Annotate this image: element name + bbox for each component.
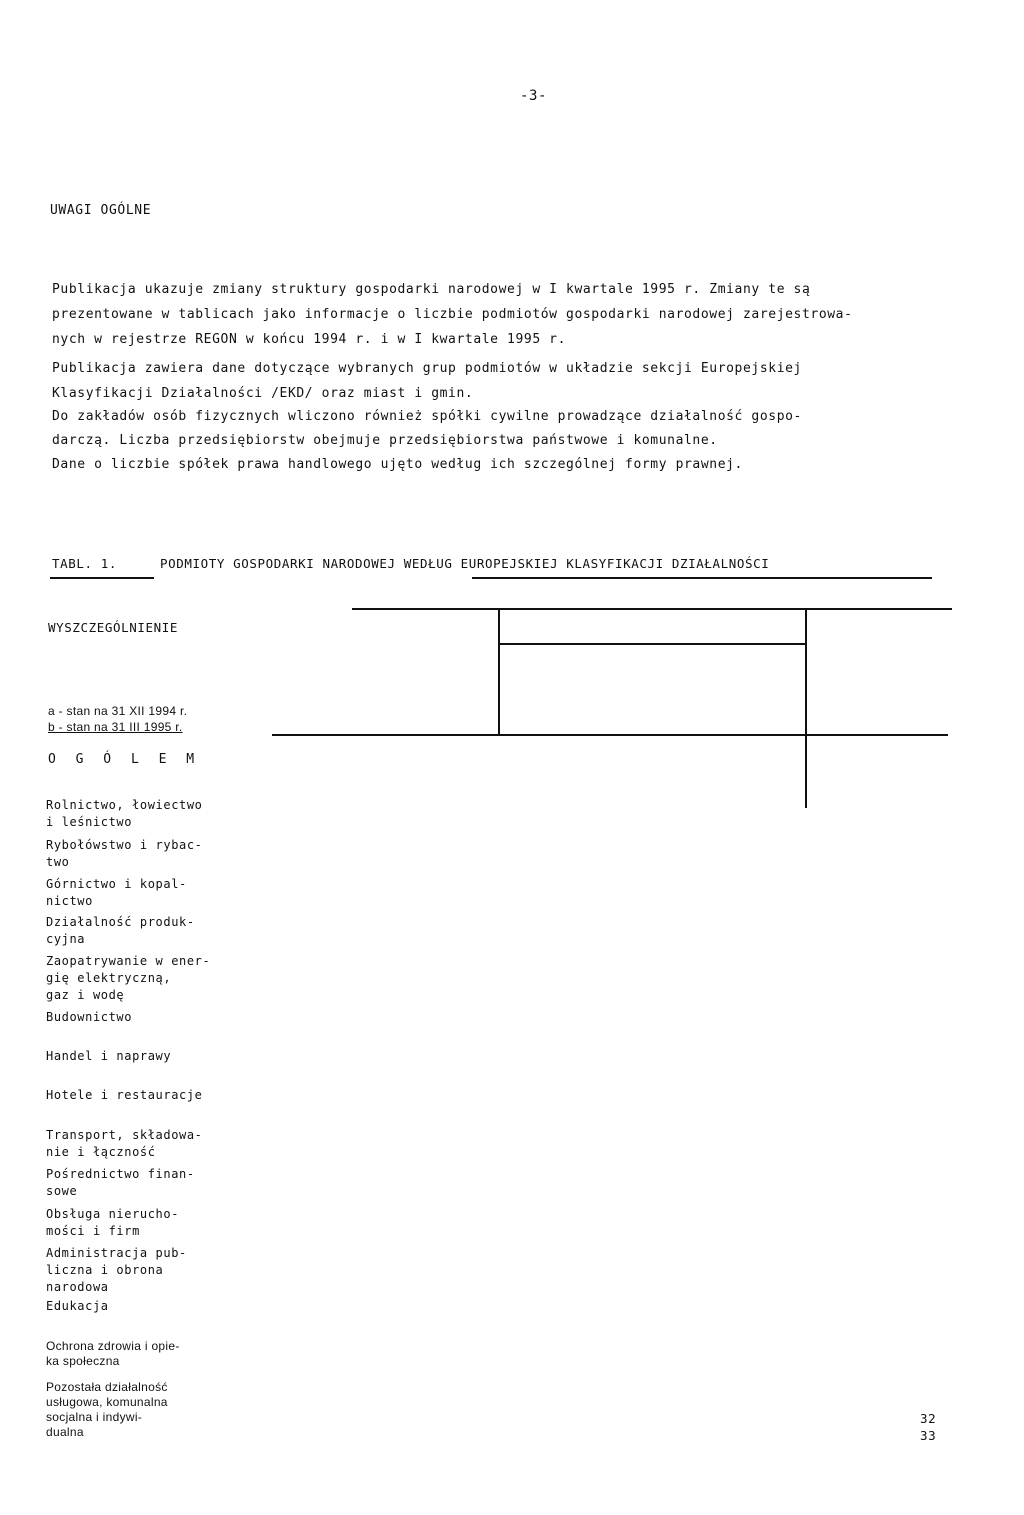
row-label-dzialalnosc-produkcyjna: Działalność produk- cyjna	[46, 915, 195, 946]
title-underline-left	[50, 577, 154, 579]
row-label-pozostala-dzialalnosc: Pozostała działalność usługowa, komunalna socjalna i indywi- dualna	[46, 1380, 168, 1439]
column-divider-right	[805, 608, 807, 808]
intro-line-5: Klasyfikacji Działalności /EKD/ oraz miast i gmin.	[52, 386, 474, 401]
intro-line-3: nych w rejestrze REGON w końcu 1994 r. i w I kwartale 1995 r.	[52, 332, 567, 347]
legend-a: a - stan na 31 XII 1994 r.	[48, 704, 188, 718]
row-label-ochrona-zdrowia: Ochrona zdrowia i opie- ka społeczna	[46, 1339, 180, 1368]
row-label-hotele: Hotele i restauracje	[46, 1088, 203, 1102]
row-label-administracja: Administracja pub- liczna i obrona narodowa	[46, 1246, 187, 1294]
table-number: TABL. 1.	[52, 556, 118, 571]
header-bottom-rule	[272, 734, 948, 736]
row-label-rybolowstwo: Rybołówstwo i rybac- two	[46, 838, 203, 869]
intro-line-8: Dane o liczbie spółek prawa handlowego ujęto według ich szczególnej formy prawnej.	[52, 457, 743, 472]
page-number: -3-	[520, 88, 548, 104]
row-label-edukacja: Edukacja	[46, 1299, 109, 1313]
row-label-obsluga-nieruchomosci: Obsługa nierucho- mości i firm	[46, 1207, 180, 1238]
header-mid-rule	[499, 643, 805, 645]
row-label-gornictwo: Górnictwo i kopal- nictwo	[46, 877, 187, 908]
intro-line-1: Publikacja ukazuje zmiany struktury gospodarki narodowej w I kwartale 1995 r. Zmiany te są	[52, 282, 811, 297]
column-divider-left	[498, 608, 500, 734]
total-label: O G Ó L E M	[48, 752, 201, 767]
stub-header: WYSZCZEGÓLNIENIE	[48, 620, 179, 635]
row-label-transport: Transport, składowa- nie i łączność	[46, 1128, 203, 1159]
intro-line-4: Publikacja zawiera dane dotyczące wybranych grup podmiotów w układzie sekcji Europejskiej	[52, 361, 802, 376]
header-top-rule	[352, 608, 952, 610]
section-heading: UWAGI OGÓLNE	[50, 203, 152, 218]
row-label-posrednictwo: Pośrednictwo finan- sowe	[46, 1167, 195, 1198]
intro-line-6: Do zakładów osób fizycznych wliczono również spółki cywilne prowadzące działalność gospo-	[52, 409, 802, 424]
title-underline-right	[472, 577, 932, 579]
row-label-budownictwo: Budownictwo	[46, 1010, 133, 1024]
row-label-zaopatrywanie: Zaopatrywanie w ener- gię elektryczną, gaz i wodę	[46, 954, 211, 1002]
legend-b: b - stan na 31 III 1995 r.	[48, 720, 183, 734]
row-label-handel: Handel i naprawy	[46, 1049, 172, 1063]
value-cell-b: 33	[920, 1428, 937, 1443]
intro-line-2: prezentowane w tablicach jako informacje o liczbie podmiotów gospodarki narodowej zarejestrowa-	[52, 307, 853, 322]
intro-line-7: darczą. Liczba przedsiębiorstw obejmuje przedsiębiorstwa państwowe i komunalne.	[52, 433, 718, 448]
table-title: PODMIOTY GOSPODARKI NARODOWEJ WEDŁUG EUROPEJSKIEJ KLASYFIKACJI DZIAŁALNOŚCI	[160, 556, 770, 571]
value-cell-a: 32	[920, 1411, 937, 1426]
row-label-rolnictwo: Rolnictwo, łowiectwo i leśnictwo	[46, 798, 203, 829]
